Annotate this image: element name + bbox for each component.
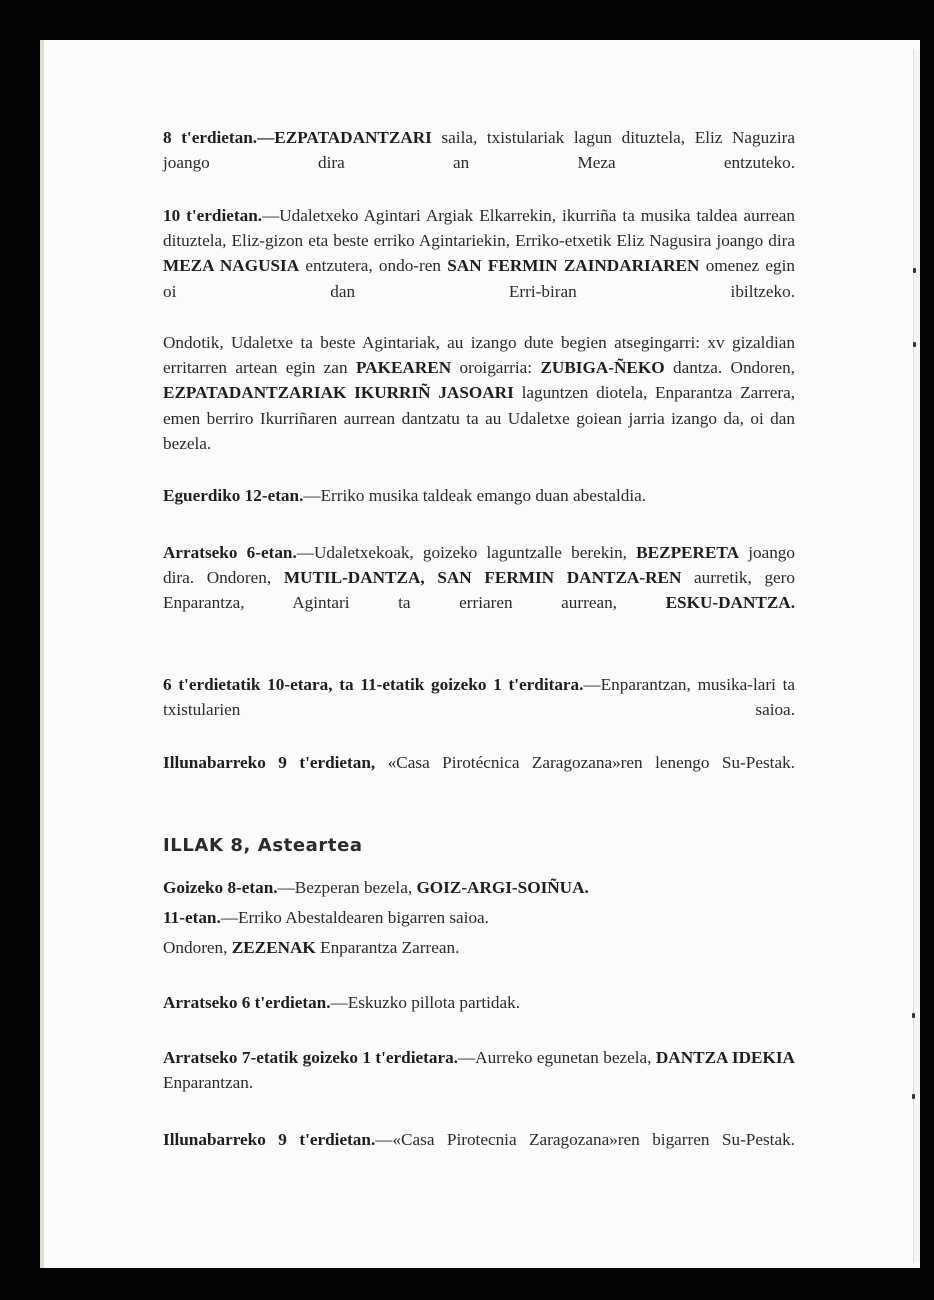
bold-text-run: 6 t'erdietatik 10-etara, ta 11-etatik goizeko 1 t'erditara. bbox=[163, 675, 584, 694]
bold-text-run: Eguerdiko 12-etan. bbox=[163, 486, 304, 505]
paragraph-text bbox=[163, 990, 795, 1015]
paragraph-illunabarreko-2 bbox=[163, 1127, 795, 1177]
edge-mark bbox=[913, 342, 916, 347]
section-heading bbox=[163, 833, 795, 858]
bold-text-run: MEZA NAGUSIA bbox=[163, 256, 300, 276]
paragraph-text bbox=[163, 540, 795, 641]
bold-text-run: Arratseko 6-etan. bbox=[163, 543, 297, 562]
bold-text-run: Illunabarreko 9 t'erdietan, bbox=[163, 753, 376, 772]
text-run: —Erriko musika taldeak emango duan abestaldia. bbox=[303, 486, 647, 505]
bold-text-run: ESKU-DANTZA. bbox=[665, 593, 795, 613]
paragraph-illunabarreko-1 bbox=[163, 750, 795, 800]
bold-text-run: PAKEAREN bbox=[355, 358, 452, 378]
bold-text-run: Arratseko 6 t'erdietan. bbox=[163, 993, 331, 1012]
bold-text-run: 10 t'erdietan. bbox=[163, 206, 263, 225]
bold-text-run: 11-etan. bbox=[163, 908, 221, 927]
paragraph-text bbox=[163, 1045, 795, 1121]
text-run: omenez egin oi dan Erri-biran ibiltzeko. bbox=[163, 256, 795, 301]
paragraph-text bbox=[163, 875, 795, 900]
text-run: joango dira. Ondoren, bbox=[163, 543, 795, 588]
text-run: —Enparantzan, musika-lari ta txistularien saioa. bbox=[163, 675, 795, 720]
paragraph-arratseko-6-terdietan bbox=[163, 990, 795, 1015]
edge-mark bbox=[912, 1013, 915, 1018]
paragraph-ondotik bbox=[163, 330, 795, 481]
paragraph-text bbox=[163, 330, 795, 481]
paragraph-text bbox=[163, 203, 795, 329]
text-run: —Udaletxeko Agintari Argiak Elkarrekin, ikurriña ta musika taldea aurrean dituztela, Eliz-gizon eta beste erriko Agintariekin, Erriko-etxetik Eliz Nagusira joango dira bbox=[163, 206, 795, 251]
paragraph-11-etan bbox=[163, 905, 795, 930]
next-page-edge bbox=[914, 50, 920, 1262]
bold-text-run: Arratseko 7-etatik goizeko 1 t'erdietara. bbox=[163, 1048, 458, 1067]
text-run: —Erriko Abestaldearen bigarren saioa. bbox=[220, 908, 489, 927]
bold-text-run: GOIZ-ARGI-SOIÑUA. bbox=[416, 878, 589, 897]
paragraph-eguerdiko bbox=[163, 483, 795, 508]
text-run: —Aurreko egunetan bezela, bbox=[457, 1048, 656, 1067]
text-run: entzutera, ondo-ren bbox=[299, 256, 448, 276]
bold-text-run: SAN FERMIN ZAINDARIAREN bbox=[447, 256, 700, 276]
text-run: laguntzen diotela, Enparantza Zarrera, emen berriro Ikurriñaren aurrean dantzatu ta au Udaletxe goiean jarria izango da, oi dan bezela. bbox=[163, 383, 795, 453]
bold-text-run: ZUBIGA-ÑEKO bbox=[540, 358, 665, 378]
bold-text-run: Illunabarreko 9 t'erdietan. bbox=[163, 1130, 376, 1149]
bold-text-run: BEZPERETA bbox=[636, 543, 740, 562]
text-run: «Casa Pirotécnica Zaragozana»ren lenengo Su-Pestak. bbox=[375, 753, 795, 772]
bold-text-run: Goizeko 8-etan. bbox=[163, 878, 278, 897]
text-run: Enparantzan. bbox=[163, 1073, 254, 1093]
paragraph-8-terdietan bbox=[163, 125, 795, 201]
text-run: saila, txistulariak lagun dituztela, Eliz Naguzira joango dira an Meza entzuteko. bbox=[163, 128, 795, 173]
bold-text-run: EZPATADANTZARIAK IKURRIÑ JASOARI bbox=[163, 383, 514, 403]
bold-text-run: DANTZA IDEKIA bbox=[655, 1048, 795, 1067]
paragraph-6-terdietatik bbox=[163, 672, 795, 748]
text-run: —Udaletxekoak, goizeko laguntzalle berekin, bbox=[296, 543, 637, 562]
edge-mark bbox=[912, 1094, 915, 1099]
paragraph-arratseko-6 bbox=[163, 540, 795, 641]
text-run: Ondotik, Udaletxe ta beste Agintariak, au izango dute begien atsegingarri: xv gizaldian erritarren artean egin zan bbox=[163, 333, 795, 378]
paragraph-ondoren-zezenak bbox=[163, 935, 795, 960]
paragraph-text bbox=[163, 125, 795, 201]
text-run: —«Casa Pirotecnia Zaragozana»ren bigarren Su-Pestak. bbox=[375, 1130, 795, 1149]
text-run: Ondoren, bbox=[163, 938, 232, 957]
paragraph-text bbox=[163, 935, 795, 960]
paragraph-text bbox=[163, 672, 795, 748]
text-run: oroigarria: bbox=[451, 358, 541, 378]
heading-illak-8: ILLAK 8, Asteartea bbox=[163, 835, 363, 856]
text-run: Enparantza Zarrean. bbox=[315, 938, 460, 957]
paragraph-text bbox=[163, 1127, 795, 1177]
bold-text-run: 8 t'erdietan.—EZPATADANTZARI bbox=[163, 128, 432, 147]
paragraph-text bbox=[163, 905, 795, 930]
edge-mark bbox=[913, 268, 916, 273]
paragraph-arratseko-7 bbox=[163, 1045, 795, 1121]
text-run: aurretik, gero Enparantza, Agintari ta erriaren aurrean, bbox=[163, 568, 795, 613]
text-run: —Eskuzko pillota partidak. bbox=[330, 993, 521, 1012]
paragraph-10-terdietan bbox=[163, 203, 795, 329]
paragraph-text bbox=[163, 750, 795, 800]
text-run: —Bezperan bezela, bbox=[277, 878, 417, 897]
bold-text-run: ZEZENAK bbox=[231, 938, 316, 957]
paragraph-text bbox=[163, 483, 795, 508]
bold-text-run: MUTIL-DANTZA, SAN FERMIN DANTZA-REN bbox=[283, 568, 682, 588]
paragraph-goizeko-8 bbox=[163, 875, 795, 900]
text-run: dantza. Ondoren, bbox=[664, 358, 795, 378]
